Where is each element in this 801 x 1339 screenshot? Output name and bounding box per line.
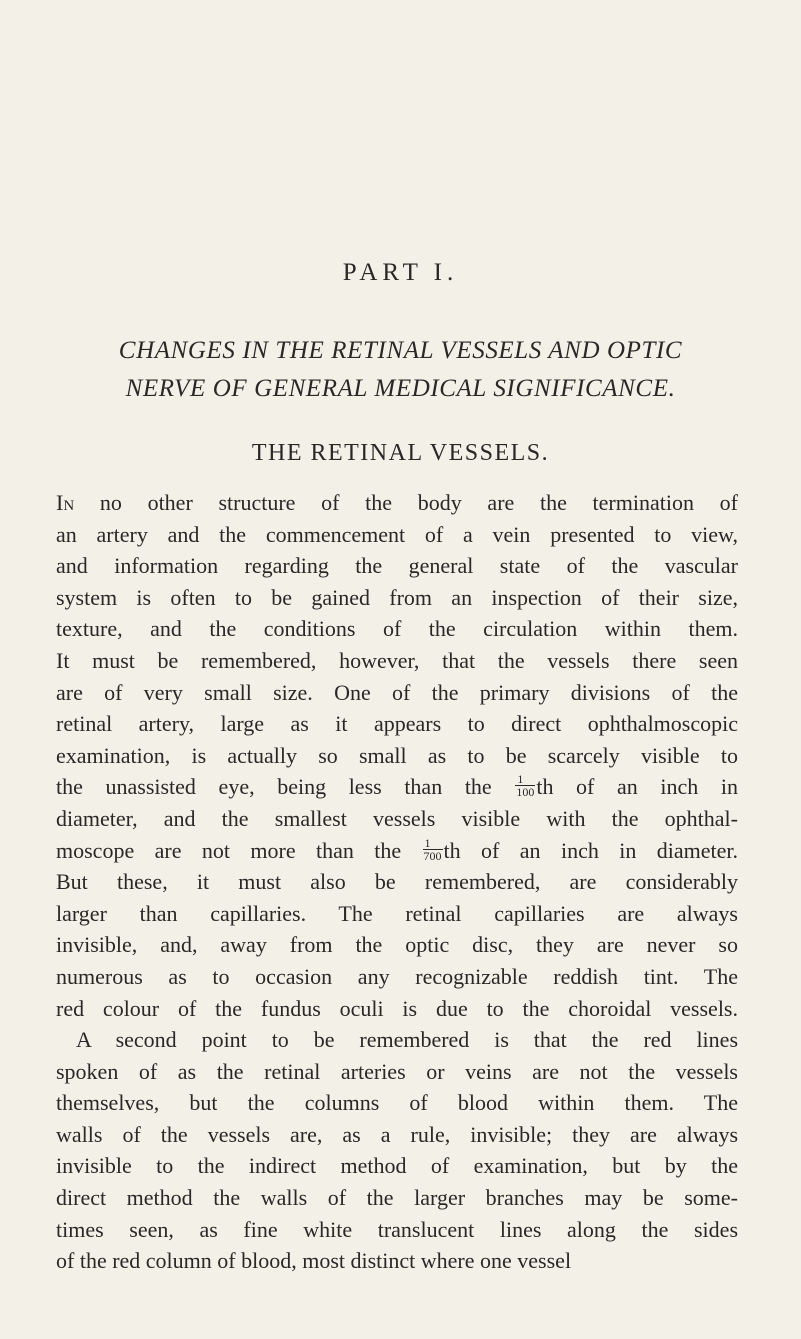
chapter-title — [30, 332, 771, 408]
text-line: an artery and the commencement of a vein presented to view, — [56, 521, 738, 547]
text-line: times seen, as fine white translucent lines along the sides — [56, 1216, 738, 1242]
text-line: numerous as to occasion any recognizable reddish tint. The — [56, 963, 738, 989]
text-line: of the red column of blood, most distinct where one vessel — [56, 1248, 572, 1274]
text-line — [56, 1024, 738, 1056]
text-line — [56, 835, 738, 867]
text-line: diameter, and the smallest vessels visible with the ophthal- — [56, 805, 738, 831]
text-line — [56, 487, 738, 519]
fraction-denominator: 100 — [516, 785, 535, 800]
text-line: are of very small size. One of the primary divisions of the — [56, 679, 738, 705]
text-line: and information regarding the general state of the vascular — [56, 553, 738, 579]
text-line — [56, 771, 738, 803]
text-line: walls of the vessels are, as a rule, invisible; they are always — [56, 1121, 738, 1147]
text-line: It must be remembered, however, that the vessels there seen — [56, 647, 738, 673]
part-heading: PART I. — [342, 259, 459, 286]
fraction-one-seven-hundredth — [423, 837, 443, 862]
text-line: invisible to the indirect method of examination, but by the — [56, 1153, 738, 1179]
text-fragment: the unassisted eye, being less than the — [56, 774, 492, 800]
text-line: red colour of the fundus oculi is due to the choroidal vessels. — [56, 995, 738, 1021]
text-line: direct method the walls of the larger branches may be some- — [56, 1185, 738, 1211]
text-line: system is often to be gained from an inspection of their size, — [56, 584, 738, 610]
fraction-one-hundredth — [515, 773, 535, 798]
fraction-denominator: 700 — [423, 848, 442, 863]
section-heading: THE RETINAL VESSELS. — [251, 440, 550, 466]
fraction-numerator: 1 — [423, 837, 443, 850]
fraction-numerator: 1 — [515, 773, 535, 786]
chapter-title-line-2: NERVE OF GENERAL MEDICAL SIGNIFICANCE. — [125, 375, 676, 402]
text-line: But these, it must also be remembered, are considerably — [56, 869, 738, 895]
text-line: themselves, but the columns of blood within them. The — [56, 1090, 738, 1116]
text-fragment: moscope are not more than the — [56, 837, 402, 863]
text-line: larger than capillaries. The retinal capillaries are always — [56, 900, 738, 926]
chapter-title-line-1: CHANGES IN THE RETINAL VESSELS AND OPTIC — [118, 337, 683, 364]
text-fragment: no other structure of the body are the termination of — [74, 490, 738, 515]
text-line: texture, and the conditions of the circulation within them. — [56, 616, 738, 642]
text-line: spoken of as the retinal arteries or veins are not the vessels — [56, 1058, 738, 1084]
text-line: invisible, and, away from the optic disc, they are never so — [56, 932, 738, 958]
text-fragment: th of an inch in diameter. — [443, 837, 738, 863]
text-line: retinal artery, large as it appears to direct ophthalmoscopic — [56, 711, 738, 737]
dropcap-word: In — [56, 490, 75, 515]
text-fragment: th of an inch in — [536, 774, 738, 800]
body-paragraph — [56, 487, 738, 1277]
text-fragment: A second point to be remembered is that the red lines — [76, 1027, 738, 1053]
text-line: examination, is actually so small as to be scarcely visible to — [56, 742, 738, 768]
